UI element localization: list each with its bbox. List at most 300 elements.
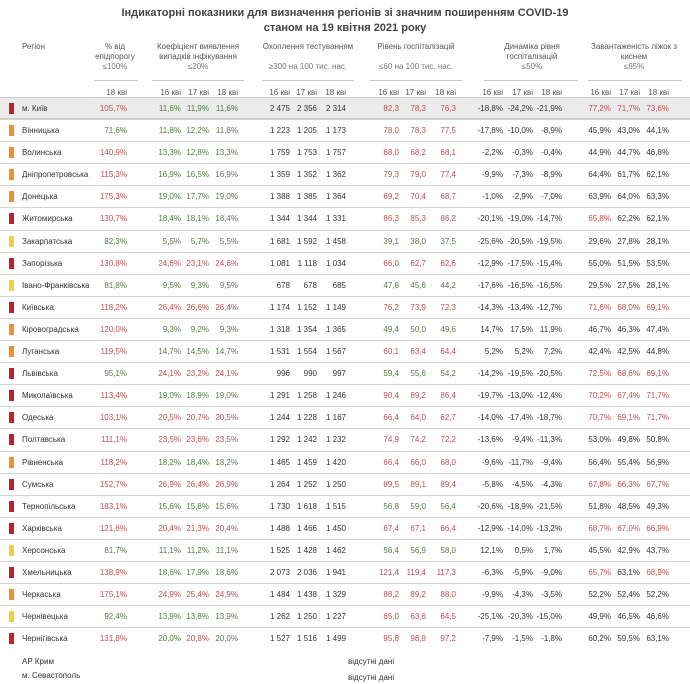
cell-beds: 49,9% [588,612,611,622]
header-beds [588,42,680,78]
region-name: Чернігівська [22,634,68,644]
table-row [0,627,690,649]
region-status-swatch [9,258,14,269]
cell-dyn: 12,1% [480,545,503,555]
cell-dyn: -13,6% [477,435,503,445]
cell-detect: 9,5% [162,280,181,290]
cell-dyn: -12,9% [477,523,503,533]
cell-detect: 12,8% [186,148,209,158]
day-label-dyn-1: 17 кві [512,88,533,97]
cell-tests: 2 356 [296,104,317,113]
cell-beds: 65,7% [588,567,611,577]
header-tests [262,42,354,78]
cell-beds: 27,5% [617,280,640,290]
cell-dyn: -12,9% [477,258,503,268]
cell-tests: 1 484 [269,590,290,600]
cell-tests: 1 227 [325,612,346,622]
cell-beds: 63,9% [588,192,611,202]
cell-beds: 71,7% [617,104,640,113]
cell-beds: 49,3% [646,501,669,511]
day-label-dyn-2: 18 кві [541,88,562,97]
region-name: Полтавська [22,435,66,445]
cell-dyn: -10,0% [507,126,533,136]
cell-tests: 1 527 [269,634,290,644]
cell-detect: 18,1% [186,214,209,224]
cell-detect: 21,3% [186,523,209,533]
cell-hosp: 90,4 [383,391,399,401]
cell-detect: 11,8% [215,126,238,136]
cell-detect: 15,6% [158,501,181,511]
cell-beds: 56,4% [588,457,611,467]
cell-beds: 67,8% [588,479,611,489]
cell-beds: 63,1% [646,634,669,644]
cell-detect: 18,2% [158,457,181,467]
cell-dyn: 5,2% [514,347,533,357]
header-beds-title: Завантаженість ліжок з киснем [590,42,678,61]
cell-beds: 61,7% [617,170,640,180]
cell-detect: 23,1% [186,258,209,268]
day-label-detect-2: 18 кві [217,88,238,97]
cell-pct: 175,3% [99,192,127,202]
table-row [0,119,690,141]
cell-detect: 24,9% [215,590,238,600]
cell-beds: 68,0% [617,302,640,312]
cell-dyn: -21,9% [536,104,562,113]
header-tests-sub: ≥300 на 100 тис. нас. [268,62,348,71]
header-pct-title: % від епідпорогу [95,42,135,61]
cell-tests: 997 [332,369,346,379]
cell-beds: 56,9% [646,457,669,467]
region-status-swatch [9,523,14,534]
cell-hosp: 66,0 [410,457,426,467]
cell-hosp: 68,0 [440,457,456,467]
cell-dyn: -5,8% [482,479,503,489]
cell-hosp: 89,2 [410,590,426,600]
cell-detect: 20,4% [158,523,181,533]
region-name: Львівська [22,369,58,379]
cell-detect: 24,1% [215,369,238,379]
cell-beds: 49,8% [617,435,640,445]
header-dyn-sub: ≤50% [521,62,543,71]
cell-tests: 1 252 [296,479,317,489]
region-name: Харківська [22,523,62,533]
cell-detect: 18,4% [215,214,238,224]
cell-hosp: 70,4 [410,192,426,202]
cell-dyn: -20,6% [477,501,503,511]
cell-dyn: -9,4% [512,435,533,445]
table-row [0,230,690,252]
cell-detect: 23,5% [215,435,238,445]
cell-hosp: 68,7 [440,192,456,202]
cell-tests: 1 459 [296,457,317,467]
table-row [0,296,690,318]
cell-beds: 68,9% [646,567,669,577]
region-name: Сумська [22,479,54,489]
cell-hosp: 88,0 [440,590,456,600]
cell-beds: 67,4% [617,391,640,401]
cell-beds: 70,7% [588,413,611,423]
cell-beds: 45,5% [588,545,611,555]
cell-hosp: 49,6 [440,324,456,334]
cell-pct: 113,4% [100,391,127,401]
region-name: Донецька [22,192,58,202]
header-beds-sub: ≤65% [623,62,645,71]
cell-hosp: 95,8 [383,634,399,644]
table-row [0,97,690,119]
cell-hosp: 64,5 [440,612,456,622]
cell-tests: 1 681 [269,236,290,246]
cell-dyn: -19,7% [477,391,503,401]
cell-detect: 11,1% [215,545,238,555]
cell-beds: 55,4% [617,457,640,467]
cell-beds: 69,1% [646,369,669,379]
cell-beds: 28,1% [646,280,669,290]
cell-dyn: -20,5% [507,236,533,246]
region-name: Луганська [22,347,60,357]
table-row [0,141,690,163]
cell-tests: 1 458 [325,236,346,246]
cell-beds: 46,5% [617,612,640,622]
cell-detect: 14,5% [186,347,209,357]
cell-detect: 24,6% [215,258,238,268]
region-name: Одеська [22,413,54,423]
header-pct [92,42,138,78]
cell-beds: 48,5% [617,501,640,511]
cell-beds: 46,8% [646,148,669,158]
cell-hosp: 79,0 [410,170,426,180]
region-status-swatch [9,457,14,468]
cell-dyn: -14,7% [536,214,562,224]
cell-detect: 17,9% [186,567,209,577]
cell-detect: 20,4% [215,523,238,533]
cell-tests: 1 567 [325,347,346,357]
cell-beds: 29,6% [588,236,611,246]
cell-detect: 11,6% [215,104,238,113]
region-name: Кіровоградська [22,324,79,334]
cell-hosp: 58,0 [440,545,456,555]
cell-detect: 9,3% [162,324,181,334]
table-row [0,406,690,428]
cell-beds: 53,0% [588,435,611,445]
table-row [0,473,690,495]
cell-dyn: -17,8% [477,126,503,136]
cell-dyn: -1,8% [541,634,562,644]
region-status-swatch [9,545,14,556]
cell-hosp: 66,0 [383,258,399,268]
cell-tests: 1 318 [269,324,290,334]
cell-hosp: 54,2 [440,369,456,379]
day-label-hosp-1: 17 кві [405,88,426,97]
cell-dyn: 11,9% [539,324,562,334]
cell-detect: 11,9% [186,104,209,113]
cell-dyn: -1,0% [482,192,503,202]
table-row [0,252,690,274]
cell-detect: 20,5% [158,413,181,423]
cell-hosp: 68,0 [383,148,399,158]
cell-dyn: -15,0% [536,612,562,622]
table-row [0,451,690,473]
cell-tests: 1 420 [325,457,346,467]
cell-beds: 45,9% [588,126,611,136]
cell-hosp: 89,1 [410,479,426,489]
cell-hosp: 62,7 [440,413,456,423]
cell-tests: 1 757 [325,148,346,158]
cell-detect: 19,0% [215,192,238,202]
cell-dyn: -3,5% [541,590,562,600]
cell-hosp: 38,0 [410,236,426,246]
cell-hosp: 50,0 [410,324,426,334]
cell-hosp: 78,3 [410,126,426,136]
cell-pct: 103,1% [99,413,127,423]
cell-beds: 29,5% [588,280,611,290]
cell-pct: 95,1% [104,369,127,379]
cell-hosp: 86,4 [440,391,456,401]
cell-dyn: -13,2% [536,523,562,533]
cell-beds: 68,6% [617,369,640,379]
cell-pct: 130,8% [99,258,127,268]
cell-hosp: 74,9 [383,435,399,445]
cell-dyn: -6,3% [482,567,503,577]
header-tests-title: Охоплення тестуванням [262,42,354,51]
cell-beds: 44,7% [617,148,640,158]
data-table [0,97,690,649]
region-status-swatch [9,103,14,114]
cell-hosp: 49,4 [383,324,399,334]
cell-detect: 11,1% [158,545,181,555]
cell-hosp: 121,4 [378,567,399,577]
day-label-dyn-0: 16 кві [482,88,503,97]
cell-tests: 1 152 [296,302,317,312]
cell-tests: 685 [332,280,346,290]
cell-beds: 52,2% [646,590,669,600]
cell-tests: 996 [276,369,290,379]
cell-detect: 15,6% [215,501,238,511]
cell-pct: 118,2% [100,302,127,312]
region-name: Чернівецька [22,612,68,622]
cell-tests: 2 475 [269,104,290,113]
cell-tests: 1 438 [296,590,317,600]
cell-dyn: -4,3% [541,479,562,489]
cell-detect: 26,6% [186,302,209,312]
table-row [0,583,690,605]
cell-beds: 44,8% [646,347,669,357]
cell-beds: 72,5% [588,369,611,379]
cell-dyn: -25,6% [477,236,503,246]
cell-hosp: 86,3 [383,214,399,224]
cell-beds: 53,5% [646,258,669,268]
cell-tests: 1 364 [325,192,346,202]
cell-tests: 1 515 [325,501,346,511]
region-status-swatch [9,236,14,247]
cell-dyn: -12,4% [536,391,562,401]
cell-dyn: -9,9% [482,170,503,180]
cell-tests: 1 228 [296,413,317,423]
cell-hosp: 66,4 [383,413,399,423]
cell-tests: 1 352 [296,170,317,180]
cell-detect: 11,2% [186,545,209,555]
cell-dyn: -19,5% [536,236,562,246]
cell-detect: 24,9% [158,590,181,600]
cell-beds: 67,7% [646,479,669,489]
cell-dyn: -13,0% [507,391,533,401]
region-status-swatch [9,434,14,445]
cell-detect: 24,1% [158,369,181,379]
cell-tests: 1 244 [269,413,290,423]
header-hosp [370,42,462,78]
cell-beds: 62,1% [646,170,669,180]
cell-tests: 1 531 [269,347,290,357]
header-region: Регіон [22,42,45,51]
cell-dyn: -9,6% [482,457,503,467]
region-status-swatch [9,633,14,644]
cell-beds: 70,2% [588,391,611,401]
cell-detect: 16,9% [158,170,181,180]
table-row [0,318,690,340]
region-name: Рівненська [22,457,63,467]
cell-dyn: 5,2% [484,347,503,357]
region-name: Івано-Франківська [22,280,90,290]
cell-tests: 1 118 [297,258,317,268]
rule-pct [94,80,138,81]
cell-hosp: 117,3 [436,567,456,577]
region-status-swatch [9,302,14,313]
cell-detect: 26,4% [186,479,209,489]
cell-pct: 115,3% [100,170,127,180]
cell-detect: 9,5% [219,280,238,290]
cell-dyn: -18,7% [536,413,562,423]
cell-dyn: -8,9% [541,170,562,180]
title-line-1: Індикаторні показники для визначення регіонів зі значним поширенням COVID-19 [121,7,569,19]
day-label-beds-1: 17 кві [619,88,640,97]
table-row [0,340,690,362]
cell-beds: 46,3% [617,324,640,334]
cell-beds: 60,2% [588,634,611,644]
cell-beds: 71,6% [588,302,611,312]
region-name: Закарпатська [22,236,73,246]
cell-beds: 43,0% [617,126,640,136]
cell-beds: 47,4% [646,324,669,334]
table-row [0,384,690,406]
day-label-hosp-2: 18 кві [435,88,456,97]
footer-absent-2: відсутні дані [348,673,395,682]
cell-tests: 1 516 [296,634,317,644]
cell-hosp: 68,2 [410,148,426,158]
cell-dyn: -16,5% [507,280,533,290]
region-status-swatch [9,412,14,423]
region-status-swatch [9,479,14,490]
header-detect-title: Коефіцієнт виявлення випадків інфікування [156,42,240,61]
cell-detect: 14,7% [158,347,181,357]
cell-tests: 1 618 [296,501,317,511]
table-row [0,274,690,296]
cell-detect: 26,9% [158,479,181,489]
cell-tests: 1 466 [296,523,317,533]
cell-pct: 183,1% [99,501,127,511]
cell-tests: 678 [276,280,290,290]
cell-detect: 18,4% [186,457,209,467]
table-row [0,185,690,207]
cell-tests: 1 428 [296,545,317,555]
cell-detect: 20,5% [215,413,238,423]
cell-dyn: -11,7% [508,457,533,467]
cell-hosp: 65,0 [383,612,399,622]
day-label-tests-0: 16 кві [269,88,290,97]
cell-hosp: 60,1 [383,347,399,357]
cell-hosp: 89,4 [440,479,456,489]
cell-hosp: 67,1 [410,523,426,533]
cell-tests: 1 344 [296,214,317,224]
table-row [0,362,690,384]
cell-dyn: -12,7% [536,302,562,312]
cell-beds: 73,6% [646,104,669,113]
cell-pct: 140,9% [99,148,127,158]
cell-beds: 62,1% [646,214,669,224]
rule-beds [588,80,682,81]
cell-detect: 20,0% [158,634,181,644]
cell-tests: 1 331 [325,214,346,224]
table-row [0,517,690,539]
cell-tests: 1 759 [269,148,290,158]
cell-pct: 81,8% [104,280,127,290]
page-title [0,6,690,36]
cell-detect: 9,3% [219,324,238,334]
cell-beds: 44,1% [646,126,669,136]
cell-hosp: 59,0 [410,501,426,511]
cell-dyn: -2,2% [482,148,503,158]
cell-tests: 1 329 [325,590,346,600]
cell-beds: 71,7% [646,391,669,401]
cell-beds: 66,9% [646,523,669,533]
cell-beds: 63,1% [617,567,640,577]
rule-hosp [370,80,462,81]
cell-beds: 69,1% [617,413,640,423]
region-name: Миколаївська [22,391,73,401]
header-dyn [486,42,578,78]
cell-dyn: -18,8% [477,104,503,113]
cell-detect: 19,0% [158,391,181,401]
cell-hosp: 64,4 [440,347,456,357]
cell-hosp: 97,2 [440,634,456,644]
cell-beds: 59,5% [617,634,640,644]
region-name: Черкаська [22,590,61,600]
cell-detect: 18,4% [158,214,181,224]
cell-detect: 18,2% [215,457,238,467]
cell-detect: 19,0% [158,192,181,202]
cell-detect: 17,7% [186,192,209,202]
cell-dyn: -9,9% [482,590,503,600]
cell-hosp: 72,2 [440,435,456,445]
cell-hosp: 55,6 [410,369,426,379]
cell-beds: 64,4% [588,170,611,180]
cell-tests: 1 344 [269,214,290,224]
region-status-swatch [9,324,14,335]
cell-dyn: -14,0% [507,523,533,533]
cell-dyn: -18,9% [507,501,533,511]
cell-hosp: 72,3 [440,302,456,312]
region-status-swatch [9,280,14,291]
cell-dyn: -0,4% [541,148,562,158]
region-status-swatch [9,191,14,202]
cell-tests: 1 246 [325,391,346,401]
cell-hosp: 56,4 [383,545,399,555]
region-status-swatch [9,213,14,224]
cell-detect: 5,5% [219,236,238,246]
cell-hosp: 45,6 [410,280,426,290]
day-label-beds-0: 16 кві [590,88,611,97]
cell-beds: 52,2% [588,590,611,600]
day-label-detect-1: 17 кві [188,88,209,97]
header-detect-sub: ≤20% [187,62,209,71]
